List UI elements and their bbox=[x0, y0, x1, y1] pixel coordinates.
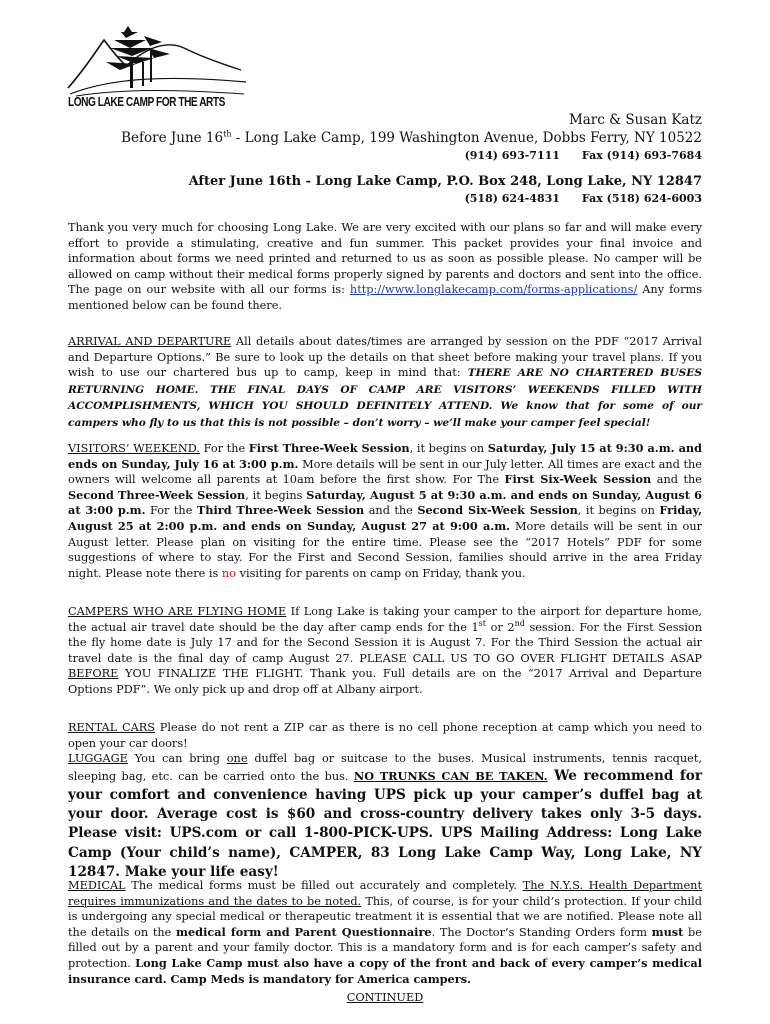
before-fax: Fax (914) 693-7684 bbox=[581, 149, 702, 162]
intro-paragraph bbox=[68, 220, 702, 314]
visitors-text: , it begins bbox=[245, 488, 307, 502]
camp-logo bbox=[66, 18, 266, 113]
visitors-bold: First Three-Week Session bbox=[248, 441, 410, 455]
visitors-bold: Saturday, July 15 at 9:30 a.m. and ends on Sunday, July 16 at 3:00 p.m. bbox=[68, 441, 703, 471]
intro-text: Thank you very much for choosing Long Lake. We are very excited with our plans so far and will make every effort to provide a stimulating, creative and fun summer. This packet provides your final invoice and information about forms we need printed and returned to us as soon as possible please. No camper will be allowed on camp without their medical forms properly signed by parents and doctors and sent into the office. The page on our website with all our forms is: bbox=[68, 221, 702, 297]
medical-text: This, of course, is for your child’s protection. If your child is undergoing any special medical or therapeutic treatment it is essential that we are notified. Please note all the details on the bbox=[68, 894, 702, 939]
visitors-paragraph bbox=[68, 441, 702, 581]
header-before-address bbox=[121, 130, 702, 146]
luggage-text: duffel bag or suitcase to the buses. Musical instruments, tennis racquet, sleeping bag, etc. can be carried onto the bus. bbox=[68, 752, 702, 783]
header-names: Marc & Susan Katz bbox=[568, 112, 702, 128]
medical-text: The medical forms must be filled out accurately and completely. bbox=[125, 879, 523, 892]
medical-bold: Long Lake Camp must also have a copy of the front and back of every camper’s medical insurance card. Camp Meds is mandatory for America campers. bbox=[68, 955, 702, 986]
header-after-address: After June 16th - Long Lake Camp, P.O. Box 248, Long Lake, NY 12847 bbox=[188, 174, 702, 189]
rental-heading: RENTAL CARS bbox=[68, 721, 156, 734]
visitors-text: More details will be sent in our August letter. Please plan on visiting for the entire time. Please see the “2017 Hotels” PDF for some suggestions of where to stay. For the First and Second Session, families should arrive in the area Friday night. Please note there is bbox=[68, 519, 702, 580]
medical-text: be filled out by a parent and your family doctor. This is a mandatory form and is for each camper’s safety and protection. bbox=[68, 925, 702, 970]
intro-after-link: Any forms mentioned below can be found there. bbox=[68, 283, 702, 312]
luggage-one: one bbox=[226, 752, 248, 766]
luggage-heading: LUGGAGE bbox=[68, 752, 128, 766]
visitors-bold: Third Three-Week Session bbox=[196, 503, 365, 518]
visitors-bold: First Six-Week Session bbox=[504, 472, 652, 487]
visitors-text: , it begins on bbox=[577, 504, 660, 518]
visitors-text: visiting for parents on camp on Friday, thank you. bbox=[235, 566, 526, 580]
medical-heading: MEDICAL bbox=[68, 879, 126, 892]
visitors-text: For the bbox=[200, 442, 249, 455]
visitors-bold: Second Six-Week Session bbox=[417, 503, 578, 518]
flying-text: YOU FINALIZE THE FLIGHT. Thank you. Full details are on the “2017 Arrival and Departure Options PDF”. We only pick up and drop off at Albany airport. bbox=[68, 667, 702, 696]
flying-text: session. For the First Session the fly home date is July 17 and for the Second Session it is August 7. For the Third Session the actual air travel date is the final day of camp August 27. PLEASE CALL US TO GO OVER FLIGHT DETAILS ASAP bbox=[68, 620, 702, 665]
medical-bold: medical form and Parent Questionnaire bbox=[176, 924, 432, 939]
arrival-emphasis: THERE ARE NO CHARTERED BUSES RETURNING HOME. THE FINAL DAYS OF CAMP ARE VISITORS’ WEEKENDS FILLED WITH ACCOMPLISHMENTS, WHICH YOU SHOULD DEFINITELY ATTEND. We know that for some of our campers who fly to us that this is not possible – don’t worry – we’ll make your camper feel special! bbox=[68, 367, 702, 429]
visitors-text: For the bbox=[145, 504, 197, 518]
arrival-text: All details about dates/times are arranged by session on the PDF “2017 Arrival and Departure Options.” Be sure to look up the details on that sheet before making your travel plans. If you wish to use our chartered bus up to camp, keep in mind that: bbox=[68, 335, 703, 380]
before-phone: (914) 693-7111 bbox=[464, 149, 560, 162]
before-address-text: - Long Lake Camp, 199 Washington Avenue, Dobbs Ferry, NY 10522 bbox=[231, 130, 702, 146]
visitors-text: More details will be sent in our July letter. All times are exact and the owners will welcome all parents at 10am before the first show. For The bbox=[68, 457, 702, 487]
flying-text: or 2 bbox=[486, 620, 515, 634]
visitors-heading: VISITORS’ WEEKEND. bbox=[68, 442, 200, 455]
flying-paragraph bbox=[68, 604, 702, 698]
arrival-heading: ARRIVAL AND DEPARTURE bbox=[68, 335, 232, 348]
visitors-red-no: no bbox=[221, 566, 236, 580]
after-phone: (518) 624-4831 bbox=[464, 192, 560, 205]
rental-luggage-paragraph bbox=[68, 720, 702, 882]
luggage-no-trunks: NO TRUNKS CAN BE TAKEN. bbox=[353, 768, 548, 783]
visitors-bold: Friday, August 25 at 2:00 p.m. and ends on Sunday, August 27 at 9:00 a.m. bbox=[68, 503, 703, 533]
rental-text: Please do not rent a ZIP car as there is no cell phone reception at camp which you need to open your car doors! bbox=[68, 721, 702, 750]
medical-text: . The Doctor’s Standing Orders form bbox=[431, 925, 652, 939]
flying-heading: CAMPERS WHO ARE FLYING HOME bbox=[68, 605, 287, 618]
visitors-text: and the bbox=[651, 473, 702, 487]
arrival-paragraph bbox=[68, 334, 702, 432]
luggage-ups-note: We recommend for your comfort and convenience having UPS pick up your camper’s duffel bag at your door. Average cost is $60 and cross-country delivery takes only 3-5 days. Please visit: UPS.com or call 1-800-PICK-UPS. UPS Mailing Address: Long Lake Camp (Your child’s name), CAMPER, 83 Long Lake Camp Way, Long Lake, NY 12847. Make your life easy! bbox=[68, 767, 702, 880]
header-after-phones bbox=[465, 192, 702, 205]
visitors-bold: Saturday, August 5 at 9:30 a.m. and ends on Sunday, August 6 at 3:00 p.m. bbox=[68, 487, 702, 518]
header-before-phones bbox=[465, 149, 702, 162]
luggage-text: You can bring bbox=[127, 752, 227, 766]
visitors-text: , it begins on bbox=[409, 442, 488, 455]
before-date: Before June 16 bbox=[121, 130, 224, 146]
mountain-tree-icon bbox=[66, 18, 266, 98]
forms-link[interactable]: http://www.longlakecamp.com/forms-applications/ bbox=[349, 283, 638, 297]
after-fax: Fax (518) 624-6003 bbox=[581, 192, 702, 205]
flying-sup: nd bbox=[514, 618, 525, 628]
continued-label: CONTINUED bbox=[346, 991, 424, 1004]
flying-before: BEFORE bbox=[68, 667, 119, 681]
visitors-text: and the bbox=[364, 504, 418, 518]
flying-text: If Long Lake is taking your camper to the airport for departure home, the actual air travel date should be the day after camp ends for the 1 bbox=[68, 605, 702, 634]
medical-nys: The N.Y.S. Health Department requires immunizations and the dates to be noted. bbox=[68, 879, 702, 908]
flying-sup: st bbox=[478, 618, 486, 628]
camp-logo-text: LONG LAKE CAMP FOR THE ARTS bbox=[68, 94, 225, 109]
medical-bold: must bbox=[651, 924, 684, 939]
medical-paragraph bbox=[68, 878, 702, 987]
before-date-suffix: th bbox=[223, 129, 232, 139]
visitors-bold: Second Three-Week Session bbox=[68, 487, 246, 502]
